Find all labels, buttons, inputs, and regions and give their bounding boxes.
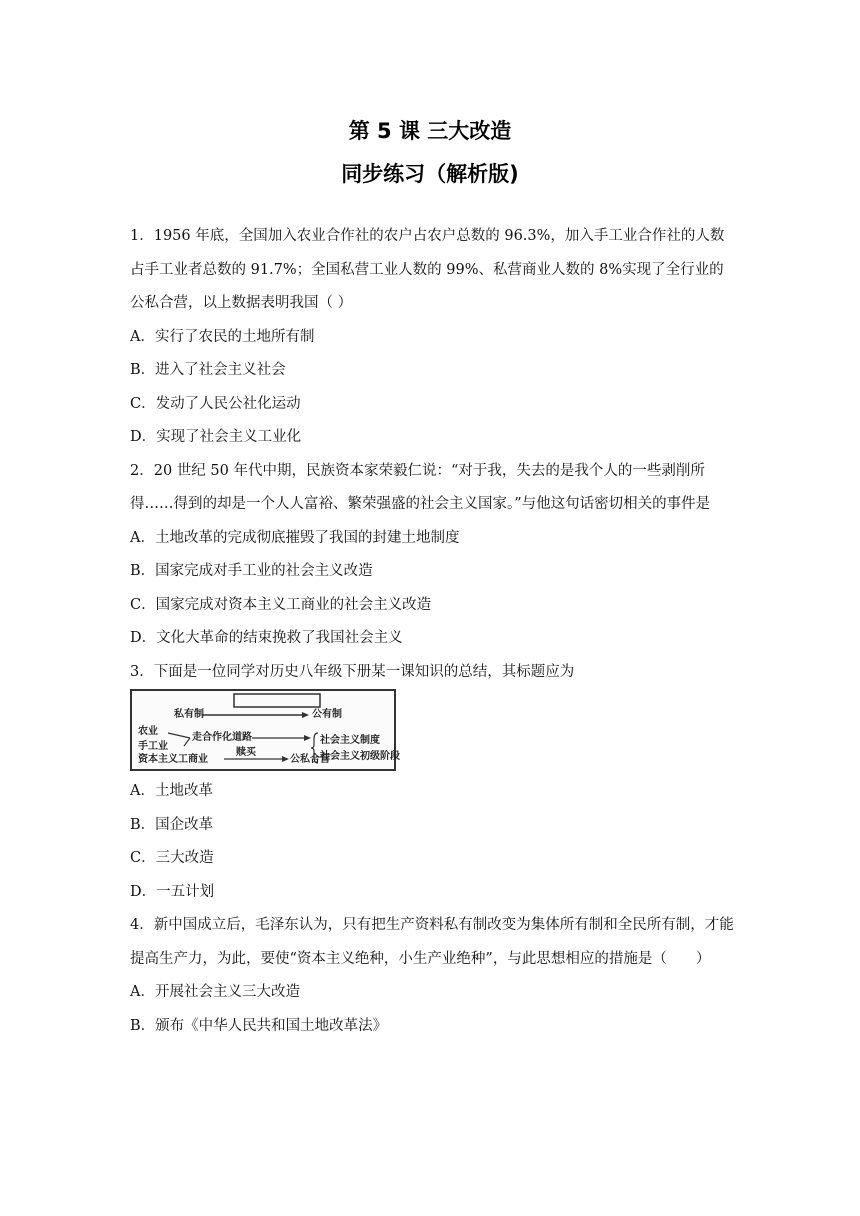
summary-diagram [130,689,400,771]
question-4-option-b: B．颁布《中华人民共和国土地改革法》 [130,1017,388,1034]
question-4-stem: 4．新中国成立后，毛泽东认为，只有把生产资料私有制改变为集体所有制和全民所有制，才能提高生产力，为此，要使“资本主义绝种，小生产业绝种”，与此思想相应的措施是（ ） [130,917,734,967]
question-1-option-d: D．实现了社会主义工业化 [130,429,302,445]
diagram-agriculture: 农业 [138,726,158,737]
question-2-option-d: D．文化大革命的结束挽救了我国社会主义 [130,630,403,646]
question-3-option-b: B．国企改革 [130,816,214,833]
question-1-stem: 1．1956 年底，全国加入农业合作社的农户占农户总数的 96.3%，加入手工业合作社的人数占手工业者总数的 91.7%；全国私营工业人数的 99%、私营商业人数的 8%实现了全行业的公私合营，以上数据表明我国（ ） [130,228,725,311]
diagram-socialist-system: 社会主义制度 [320,735,380,746]
diagram-joint-venture: 公私合营 [290,754,330,765]
diagram-public: 公有制 [312,709,342,720]
question-1-option-c: C．发动了人民公社化运动 [130,395,301,412]
diagram-cooperative: 走合作化道路 [192,732,252,743]
question-2-option-c: C．国家完成对资本主义工商业的社会主义改造 [130,596,432,613]
question-3-option-a: A．土地改革 [130,783,213,799]
question-list [130,220,736,1043]
question-1-option-b: B．进入了社会主义社会 [130,362,286,378]
page-title: 第 5 课 三大改造 [348,119,512,143]
question-3-option-c: C．三大改造 [130,850,214,866]
diagram-primary-stage: 社会主义初级阶段 [320,751,400,762]
question-2-option-a: A．土地改革的完成彻底摧毁了我国的封建土地制度 [130,529,460,546]
diagram-private: 私有制 [174,709,204,720]
diagram-redeem: 赎买 [236,747,256,758]
diagram-capitalist: 资本主义工商业 [138,754,208,765]
question-3-stem: 3．下面是一位同学对历史八年级下册某一课知识的总结，其标题应为 [130,663,575,680]
question-3-option-d: D．一五计划 [130,883,215,900]
question-4-option-a: A．开展社会主义三大改造 [130,984,300,1000]
question-2-option-b: B．国家完成对手工业的社会主义改造 [130,563,373,579]
page-subtitle: 同步练习（解析版) [341,162,519,186]
question-2-stem: 2．20 世纪 50 年代中期，民族资本家荣毅仁说：“对于我，失去的是我个人的一些剥削所得……得到的却是一个人人富裕、繁荣强盛的社会主义国家。”与他这句话密切相关的事件是 [130,462,711,512]
diagram-handicraft: 手工业 [138,741,168,752]
question-1-option-a: A．实行了农民的土地所有制 [130,328,315,345]
